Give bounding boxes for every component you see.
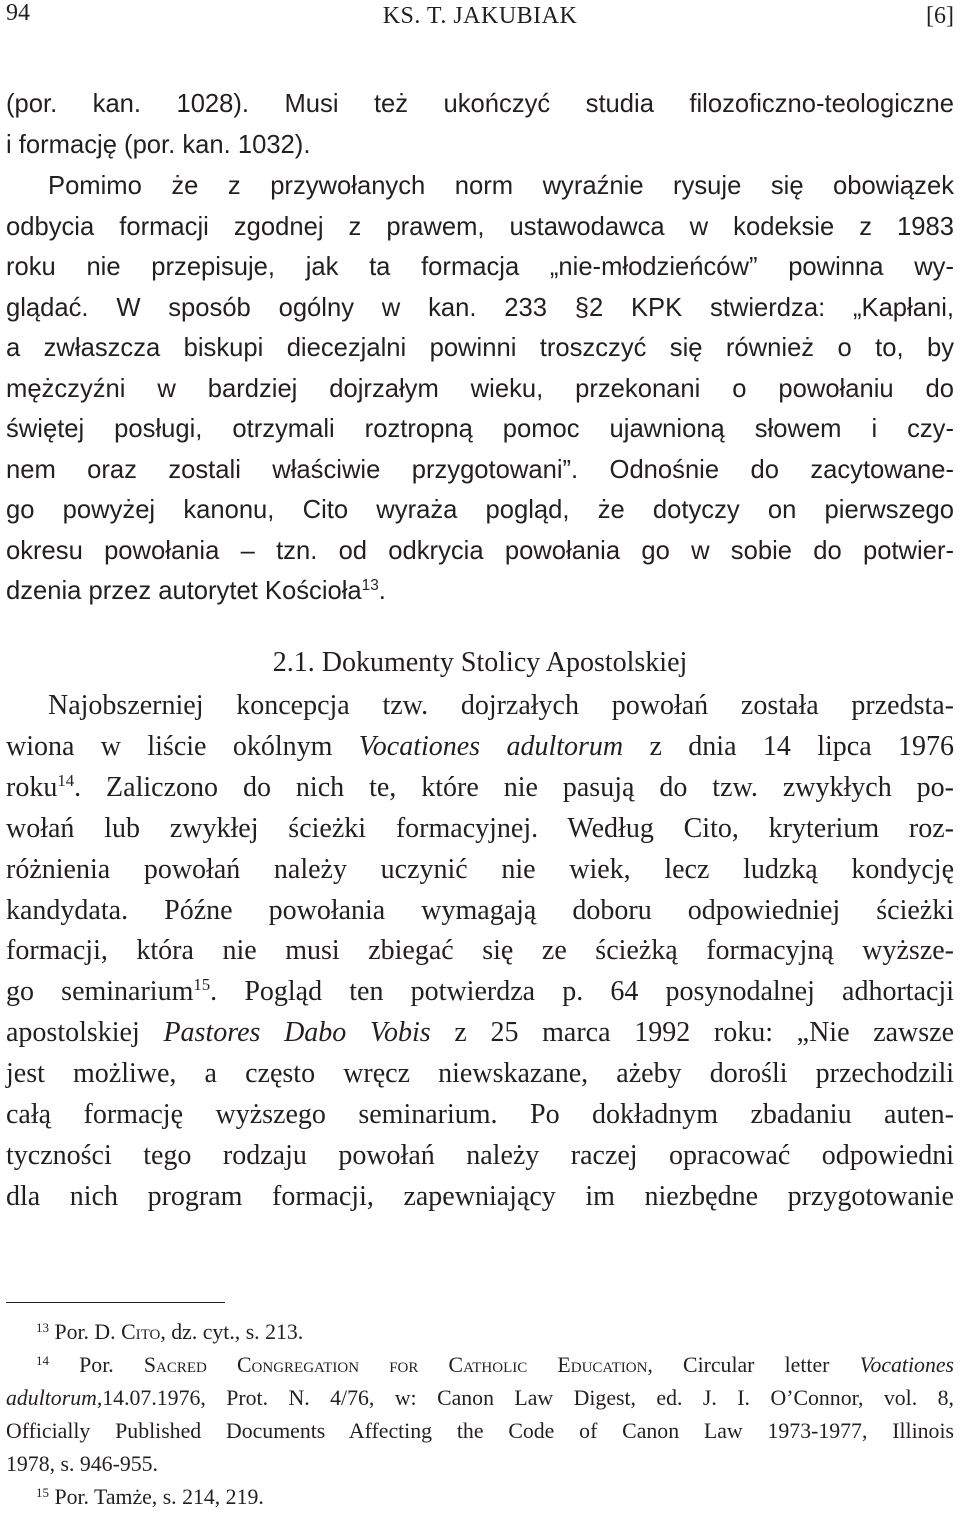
footnote-line: [6, 1316, 954, 1349]
text-line: Najobszerniej koncepcja tzw. dojrzałych powołań została przedsta-: [48, 690, 954, 721]
line-text: z dnia 14 lipca 1976: [649, 730, 955, 762]
text-line: jest możliwe, a często wręcz niewskazane, ażeby dorośli przechodzili: [6, 1058, 954, 1090]
paragraph-1: [6, 84, 954, 165]
text-line: roku nie przepisuje, jak ta formacja „nie-młodzieńców” powinna wy-: [6, 253, 954, 281]
document-title: Vocationes adultorum: [358, 730, 624, 762]
footnote-text: , dz. cyt., s. 213.: [160, 1320, 304, 1344]
text-line: Pomimo że z przywołanych norm wyraźnie rysuje się obowiązek: [48, 172, 954, 200]
text-line: [6, 1013, 954, 1054]
section-tag: [6]: [926, 3, 954, 29]
text-line: [6, 727, 954, 768]
text-line: odbycia formacji zgodnej z prawem, ustawodawca w kodeksie z 1983: [6, 212, 954, 241]
line-text: go seminarium: [6, 976, 194, 1008]
paragraph-3: [6, 686, 954, 1218]
footnote-text: Por. D.: [54, 1320, 116, 1344]
line-text: z 25 marca 1992 roku: „Nie zawsze: [454, 1017, 955, 1049]
text-line: kandydata. Późne powołania wymagają doboru odpowiedniej ścieżki: [6, 894, 954, 926]
footnote-text: 14.07.1976, Prot. N. 4/76, w: Canon Law Digest, ed. J. I. O’Connor, vol. 8,: [102, 1386, 954, 1410]
text-line: świętej posługi, otrzymali roztropną pomoc ujawnioną słowem i czy-: [6, 415, 954, 443]
text-line: go powyżej kanonu, Cito wyraża pogląd, że dotyczy on pierwszego: [6, 496, 954, 524]
page-header: [6, 0, 954, 34]
text-line: mężczyźni w bardziej dojrzałym wieku, przekonani o powołaniu do: [6, 374, 954, 403]
footnote-line: [6, 1481, 954, 1514]
footnote-ref-15[interactable]: 15: [193, 975, 211, 995]
footnote-author: Cito: [121, 1320, 161, 1344]
text-line: całą formację wyższego seminarium. Po dokładnym zbadaniu auten-: [6, 1099, 954, 1131]
text-line: [6, 768, 954, 809]
footnote-author: Sacred Congregation for Catholic Education: [143, 1353, 648, 1377]
text-line: [6, 972, 954, 1013]
line-text: dzenia przez autorytet Kościoła: [6, 577, 362, 605]
paragraph-2: [6, 166, 954, 612]
line-text: . Zaliczono do nich te, które nie pasują do tzw. zwykłych po-: [74, 771, 954, 803]
text-line: nem oraz zostali właściwie przygotowani”. Odnośnie do zacytowane-: [6, 455, 954, 484]
footnote-number: 13: [36, 1319, 49, 1335]
document-title: Pastores Dabo Vobis: [163, 1017, 431, 1049]
text-line: a zwłaszcza biskupi diecezjalni powinni troszczyć się również o to, by: [6, 334, 954, 362]
line-text: wiona w liście okólnym: [6, 730, 333, 762]
footnote-13: [6, 1316, 954, 1349]
page-number: 94: [6, 0, 30, 26]
footnote-ref-13[interactable]: 13: [361, 576, 379, 594]
line-text: apostolskiej: [6, 1017, 140, 1049]
text-line: tyczności tego rodzaju powołań należy raczej opracować odpowiedni: [6, 1139, 954, 1171]
text-line: dla nich program formacji, zapewniający im niezbędne przygotowanie: [6, 1180, 954, 1212]
text-line: wołań lub zwykłej ścieżki formacyjnej. Według Cito, kryterium roz-: [6, 812, 954, 844]
line-text: .: [378, 577, 386, 605]
footnote-title: Vocationes: [859, 1353, 954, 1377]
section-heading: 2.1. Dokumenty Stolicy Apostolskiej: [272, 647, 688, 678]
footnote-text: Por.: [79, 1353, 114, 1377]
footnote-line: 1978, s. 946-955.: [6, 1452, 158, 1476]
text-line: i formację (por. kan. 1032).: [6, 130, 311, 159]
footnote-divider: [6, 1302, 225, 1303]
line-text: . Pogląd ten potwierdza p. 64 posynodalnej adhortacji: [210, 976, 954, 1008]
footnote-15: [6, 1481, 954, 1514]
footnote-line: Officially Published Documents Affecting the Code of Canon Law 1973-1977, Illinois: [6, 1419, 954, 1443]
line-text: roku: [6, 771, 58, 803]
footnote-line: [6, 1382, 954, 1415]
footnote-title: adultorum,: [6, 1386, 103, 1410]
text-line: glądać. W sposób ogólny w kan. 233 §2 KPK stwierdza: „Kapłani,: [6, 293, 954, 322]
text-line: formacji, która nie musi zbiegać się ze ścieżką formacyjną wyższe-: [6, 935, 954, 967]
footnote-number: 15: [36, 1484, 49, 1500]
footnotes: [6, 1316, 954, 1514]
footnote-text: , Circular letter: [647, 1353, 830, 1377]
footnote-number: 14: [36, 1352, 49, 1368]
footnote-ref-14[interactable]: 14: [57, 770, 75, 790]
footnote-line: [6, 1349, 954, 1382]
running-head: KS. T. JAKUBIAK: [382, 3, 578, 29]
text-line: okresu powołania – tzn. od odkrycia powołania go w sobie do potwier-: [6, 536, 954, 565]
footnote-14: [6, 1349, 954, 1481]
text-line: (por. kan. 1028). Musi też ukończyć studia filozoficzno-teologiczne: [6, 90, 954, 118]
footnote-text: Por. Tamże, s. 214, 219.: [54, 1485, 264, 1509]
text-line: różnienia powołań należy uczynić nie wiek, lecz ludzką kondycję: [6, 853, 954, 885]
text-line: [6, 571, 954, 612]
